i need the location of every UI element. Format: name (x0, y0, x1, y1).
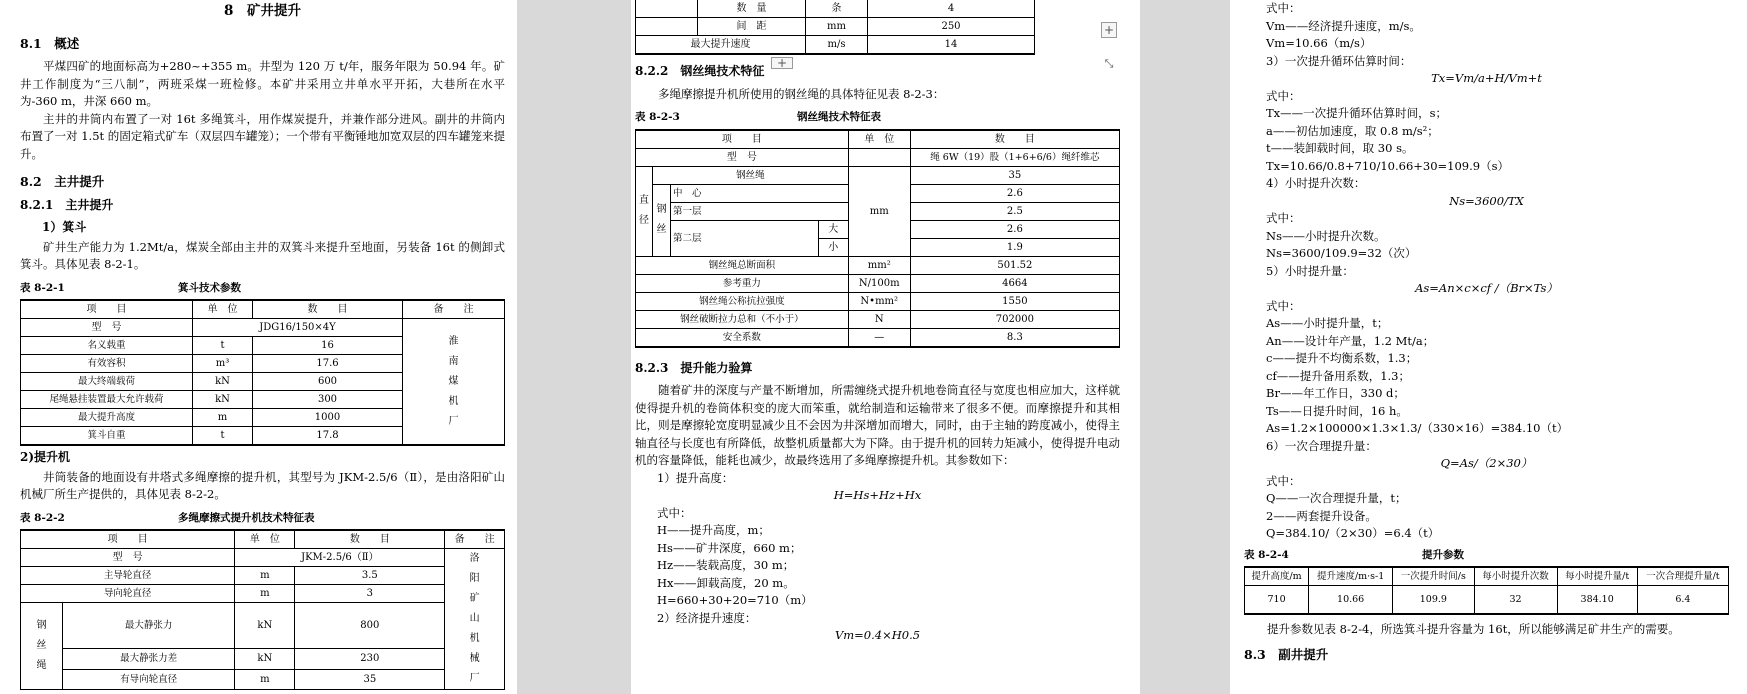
document-page-1 (0, 0, 517, 694)
table-number: 表 8-2-3 (635, 111, 680, 123)
group-label: 钢丝 (656, 204, 667, 235)
table-cell: 第二层 (671, 220, 819, 256)
table-cell: m/s (806, 36, 868, 55)
calc-step-5: 5）小时提升量： (1266, 263, 1354, 278)
table-cell: 型 号 (21, 549, 235, 567)
result-line: H=660+30+20=710（m） (657, 593, 813, 607)
table-cell: 702000 (910, 310, 1119, 328)
table-cell: 有效容积 (21, 355, 193, 373)
section-8-3-title: 8.3 副井提升 (1244, 647, 1329, 662)
table-cell: 1000 (253, 409, 403, 427)
table-cell: 型 号 (636, 148, 849, 166)
table-cell: JKM-2.5/6（Ⅱ） (235, 549, 445, 567)
table-cell: 1.9 (910, 238, 1119, 256)
section-8-2-3-paragraph: 随着矿井的深度与产量不断增加，所需缠绕式提升机地卷筒直径与宽度也相应加大，这样就使得提升机的卷筒体积变的庞大而笨重，就给制造和运输带来了很多不便。而摩擦提升和其相比，则是摩擦轮宽度明显减少且不会因为井深增加而增大，同时，由于主轴的跨度减小，使得主轴直径与长度也有所降低，故整机质量都大为下降。由于提升机的回转力矩减小，使得提升电动机的容量降低，能耗也减少，故最终选用了多绳摩擦提升机。其参数如下： (635, 383, 1120, 467)
result-line: Q=384.10/（2×30）=6.4（t） (1266, 526, 1440, 540)
definition-line: cf——提升备用系数，1.3； (1266, 368, 1410, 383)
table-cell: 710 (1245, 586, 1309, 614)
definition-line: H——提升高度，m； (657, 523, 770, 537)
note-text: 洛阳矿山机械厂 (469, 553, 480, 684)
table-cell: N/100m (848, 274, 910, 292)
table-8-2-4 (1244, 566, 1729, 615)
equation-cycle-time: Tx=Vm/a+H/Vm+t (1431, 71, 1542, 85)
table-header: 数 目 (295, 530, 445, 549)
note-text: 淮南煤机厂 (448, 335, 459, 427)
table-8-2-3 (635, 129, 1120, 348)
section-8-1-paragraph-1: 平煤四矿的地面标高为+280~+355 m。井型为 120 万 t/年，服务年限为 50.94 年。矿井工作制度为“三八制”，两班采煤一班检修。本矿井采用立井单水平开拓，大巷所在水平为-360 m，井深 660 m。 (20, 59, 505, 108)
table-header: 项 目 (21, 530, 235, 549)
table-cell: 最大提升高度 (21, 409, 193, 427)
table-header: 单 位 (193, 300, 253, 319)
table-cell: 35 (910, 166, 1119, 184)
where-label: 式中： (657, 505, 692, 520)
definition-line: 2——两套提升设备。 (1266, 508, 1377, 523)
table-cell: mm² (848, 256, 910, 274)
table-header: 单 位 (848, 130, 910, 149)
table-cell: 最大提升速度 (636, 36, 806, 55)
add-row-button[interactable]: + (771, 57, 793, 69)
table-cell: 10.66 (1309, 586, 1393, 614)
table-cell: 4664 (910, 274, 1119, 292)
result-line: Vm=10.66（m/s） (1266, 36, 1372, 50)
table-cell: 最大静张力 (63, 603, 235, 649)
table-cell: 导向轮直径 (21, 585, 235, 603)
table-cell: 35 (295, 669, 445, 689)
result-line: Tx=10.66/0.8+710/10.66+30=109.9（s） (1266, 158, 1509, 173)
table-8-2-2-caption (20, 510, 505, 528)
section-8-2-3-title: 8.2.3 提升能力验算 (635, 360, 753, 375)
table-cell: 小 (818, 238, 848, 256)
table-cell: 2.5 (910, 202, 1119, 220)
definition-line: t——装卸载时间，取 30 s。 (1266, 141, 1414, 155)
table-title: 箕斗技术参数 (178, 281, 241, 294)
add-column-button[interactable]: + (1101, 22, 1117, 38)
table-cell: m (235, 585, 295, 603)
section-8-2-2-title: 8.2.2 钢丝绳技术特征 (635, 64, 765, 78)
where-label: 式中： (1266, 298, 1301, 313)
table-cell: 数 量 (698, 0, 806, 18)
table-cell: — (848, 328, 910, 347)
hoist-paragraph: 井筒装备的地面设有井塔式多绳摩擦的提升机，其型号为 JKM-2.5/6（Ⅱ），是由洛阳矿山机械厂所生产提供的，具体见表 8-2-2。 (20, 469, 505, 501)
chapter-title: 8 矿井提升 (224, 3, 301, 19)
table-resize-handle[interactable]: ⤡ (1104, 57, 1114, 70)
result-line: Ns=3600/109.9=32（次） (1266, 246, 1417, 260)
table-cell: 中 心 (671, 184, 849, 202)
table-header: 提升高度/m (1245, 567, 1309, 586)
table-cell: 最大静张力差 (63, 649, 235, 669)
equation-speed: Vm=0.4×H0.5 (834, 628, 921, 642)
table-cell: 尾绳悬挂装置最大允许载荷 (21, 391, 193, 409)
table-8-2-4-paragraph: 提升参数见表 8-2-4，所选箕斗提升容量为 16t，所以能够满足矿井生产的需要。 (1267, 621, 1680, 636)
table-cell: 间 距 (698, 18, 806, 36)
table-cell: 3.5 (295, 567, 445, 585)
table-header: 一次提升时间/s (1393, 567, 1474, 586)
subsection-hoist-title: 2)提升机 (20, 450, 71, 464)
table-cell: 17.8 (253, 427, 403, 446)
table-cell: 600 (253, 373, 403, 391)
document-page-3 (1230, 0, 1747, 694)
table-cell: t (193, 427, 253, 446)
table-cell: 300 (253, 391, 403, 409)
table-cell: 箕斗自重 (21, 427, 193, 446)
table-8-2-2 (20, 529, 505, 690)
definition-line: Hs——矿井深度，660 m； (657, 540, 802, 555)
table-title: 多绳摩擦式提升机技术特征表 (178, 511, 315, 524)
table-header: 数 目 (253, 300, 403, 319)
definition-line: An——设计年产量，1.2 Mt/a； (1266, 333, 1435, 348)
definition-line: Tx——一次提升循环估算时间，s； (1266, 106, 1448, 120)
table-cell: 230 (295, 649, 445, 669)
section-8-2-2-paragraph: 多绳摩擦提升机所使用的钢丝绳的具体特征见表 8-2-3： (658, 86, 945, 101)
table-cell: 型 号 (21, 319, 193, 337)
table-cell: 条 (806, 0, 868, 18)
table-cell: N•mm² (848, 292, 910, 310)
where-label: 式中： (1266, 88, 1301, 103)
table-cell: 钢丝绳公称抗拉强度 (636, 292, 849, 310)
table-cell: 8.3 (910, 328, 1119, 347)
table-cell: 钢丝绳 (653, 166, 849, 184)
group-label: 直径 (639, 195, 649, 226)
table-cell: kN (193, 373, 253, 391)
table-cell: 6.4 (1637, 586, 1728, 614)
table-8-2-1-caption (20, 280, 505, 298)
table-cell: kN (235, 649, 295, 669)
table-number: 表 8-2-1 (20, 281, 65, 294)
equation-hourly-amount: As=An×c×cf /（Br×Ts） (1415, 281, 1558, 295)
definition-line: Ts——日提升时间，16 h。 (1266, 403, 1408, 418)
table-header: 单 位 (235, 530, 295, 549)
calc-step-3: 3）一次提升循环估算时间： (1266, 53, 1412, 68)
calc-step-4: 4）小时提升次数： (1266, 176, 1366, 190)
where-label: 式中： (1266, 473, 1301, 488)
table-header: 一次合理提升量/t (1637, 567, 1728, 586)
table-title: 提升参数 (1422, 548, 1464, 561)
table-cell: 第一层 (671, 202, 849, 220)
table-header: 备 注 (445, 530, 505, 549)
table-8-2-1 (20, 299, 505, 446)
table-cell: m (235, 567, 295, 585)
table-cell: 14 (868, 36, 1035, 55)
table-cell: 2.6 (910, 220, 1119, 238)
document-page-2 (631, 0, 1140, 694)
equation-hourly-count: Ns=3600/TX (1449, 193, 1524, 208)
table-header: 每小时提升量/t (1557, 567, 1637, 586)
table-8-2-2-continued (635, 0, 1035, 55)
where-label: 式中： (1266, 1, 1301, 15)
calc-step-1: 1）提升高度： (657, 470, 734, 485)
table-8-2-3-caption (635, 109, 1120, 127)
table-number: 表 8-2-4 (1244, 548, 1289, 561)
definition-line: Vm——经济提升速度，m/s。 (1266, 18, 1421, 33)
table-cell: 有导向轮直径 (63, 669, 235, 689)
equation-reasonable-amount: Q=As/（2×30） (1440, 456, 1533, 470)
table-cell: 2.6 (910, 184, 1119, 202)
calc-step-2: 2）经济提升速度： (657, 610, 757, 625)
table-header: 项 目 (636, 130, 849, 149)
section-8-1-title: 8.1 概述 (20, 35, 80, 51)
table-number: 表 8-2-2 (20, 511, 65, 524)
definition-line: Q——一次合理提升量，t； (1266, 491, 1407, 505)
table-cell: 4 (868, 0, 1035, 18)
table-cell: 17.6 (253, 355, 403, 373)
table-group-cell (636, 18, 698, 36)
table-cell: 大 (818, 220, 848, 238)
definition-line: Hz——装载高度，30 m； (657, 558, 795, 572)
section-8-2-title: 8.2 主井提升 (20, 174, 105, 189)
group-label: 钢丝绳 (36, 620, 47, 671)
equation-height: H=Hs+Hz+Hx (833, 488, 922, 502)
result-line: As=1.2×100000×1.3×1.3/（330×16）=384.10（t） (1266, 421, 1569, 435)
table-8-2-4-caption (1244, 547, 1729, 565)
table-cell: JDG16/150×4Y (193, 319, 403, 337)
table-cell: m (235, 669, 295, 689)
table-cell: 绳 6W（19）股（1+6+6/6）绳纤维芯 (910, 148, 1119, 166)
section-8-1-paragraph-2: 主井的井筒内布置了一对 16t 多绳箕斗，用作煤炭提升，并兼作部分进风。副井的井筒内布置了一对 1.5t 的固定箱式矿车（双层四车罐笼）；一个带有平衡锤地加宽双层的四车罐笼来提升。 (20, 111, 505, 161)
definition-line: a——初估加速度，取 0.8 m/s²； (1266, 123, 1439, 138)
table-cell: 参考重力 (636, 274, 849, 292)
table-header: 项 目 (21, 300, 193, 319)
definition-line: c——提升不均衡系数，1.3； (1266, 351, 1418, 365)
table-cell: mm (806, 18, 868, 36)
table-cell: 109.9 (1393, 586, 1474, 614)
table-note-cell (403, 319, 505, 446)
where-label: 式中： (1266, 211, 1301, 225)
table-cell: 1550 (910, 292, 1119, 310)
skip-paragraph: 矿井生产能力为 1.2Mt/a，煤炭全部由主井的双箕斗来提升至地面，另装备 16t 的侧卸式箕斗。具体见表 8-2-1。 (20, 239, 505, 271)
table-cell: N (848, 310, 910, 328)
table-cell: 安全系数 (636, 328, 849, 347)
table-cell: 16 (253, 337, 403, 355)
table-header: 备 注 (403, 300, 505, 319)
table-cell: mm (848, 166, 910, 256)
table-cell: 主导轮直径 (21, 567, 235, 585)
table-header: 提升速度/m·s-1 (1309, 567, 1393, 586)
table-cell: 钢丝破断拉力总和（不小于） (636, 310, 849, 328)
table-group-cell (653, 184, 671, 256)
table-note-cell (445, 549, 505, 690)
table-group-cell (21, 603, 63, 690)
section-8-2-1-title: 8.2.1 主井提升 (20, 197, 114, 212)
table-group-cell (636, 166, 653, 256)
table-cell: 钢丝绳总断面积 (636, 256, 849, 274)
table-cell: kN (193, 391, 253, 409)
table-group-cell (636, 0, 698, 18)
table-header: 数 目 (910, 130, 1119, 149)
definition-line: Ns——小时提升次数。 (1266, 228, 1386, 243)
table-cell: 32 (1474, 586, 1557, 614)
table-cell: kN (235, 603, 295, 649)
subsection-skip-title: 1）箕斗 (42, 220, 87, 234)
table-cell: m³ (193, 355, 253, 373)
table-header: 每小时提升次数 (1474, 567, 1557, 586)
definition-line: As——小时提升量，t； (1266, 316, 1389, 330)
table-cell: 250 (868, 18, 1035, 36)
table-cell (848, 148, 910, 166)
table-cell: m (193, 409, 253, 427)
definition-line: Hx——卸载高度，20 m。 (657, 575, 795, 590)
table-cell: 384.10 (1557, 586, 1637, 614)
table-title: 钢丝绳技术特征表 (797, 111, 881, 123)
table-cell: t (193, 337, 253, 355)
definition-line: Br——年工作日，330 d； (1266, 386, 1405, 400)
table-cell: 名义载重 (21, 337, 193, 355)
table-cell: 最大终端载荷 (21, 373, 193, 391)
calc-step-6: 6）一次合理提升量： (1266, 438, 1377, 453)
table-cell: 3 (295, 585, 445, 603)
table-cell: 800 (295, 603, 445, 649)
table-cell: 501.52 (910, 256, 1119, 274)
